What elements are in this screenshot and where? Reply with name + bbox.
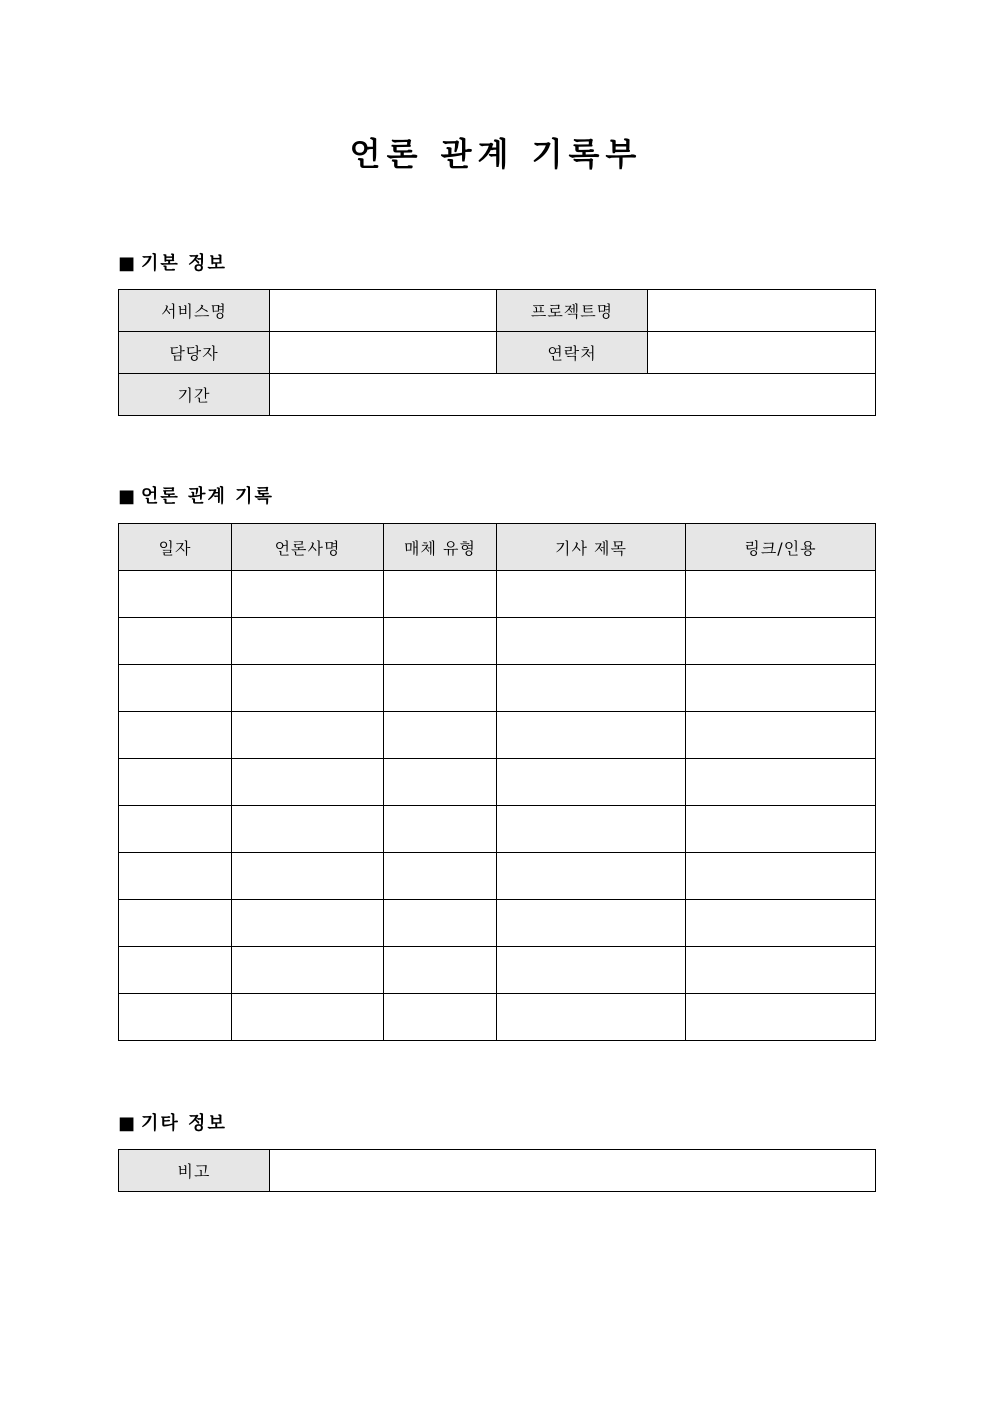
link-citation-cell[interactable] xyxy=(686,994,876,1041)
section-heading-records-label: 언론 관계 기록 xyxy=(141,486,274,507)
service-name-label: 서비스명 xyxy=(119,290,270,332)
media-type-cell[interactable] xyxy=(384,618,497,665)
press-records-table xyxy=(118,523,876,1041)
date-cell[interactable] xyxy=(119,571,232,618)
date-cell[interactable] xyxy=(119,853,232,900)
media-type-cell[interactable] xyxy=(384,806,497,853)
media-type-cell[interactable] xyxy=(384,712,497,759)
column-header-media-outlet: 언론사명 xyxy=(232,524,384,571)
media-outlet-cell[interactable] xyxy=(232,571,384,618)
link-citation-cell[interactable] xyxy=(686,618,876,665)
date-cell[interactable] xyxy=(119,665,232,712)
date-cell[interactable] xyxy=(119,618,232,665)
media-type-cell[interactable] xyxy=(384,994,497,1041)
table-header-row xyxy=(119,524,876,571)
table-row xyxy=(119,665,876,712)
media-outlet-cell[interactable] xyxy=(232,665,384,712)
section-heading-other xyxy=(118,1112,227,1136)
column-header-date: 일자 xyxy=(119,524,232,571)
media-outlet-cell[interactable] xyxy=(232,618,384,665)
date-cell[interactable] xyxy=(119,900,232,947)
service-name-field[interactable] xyxy=(270,290,497,332)
square-bullet-icon: ■ xyxy=(118,1113,136,1134)
article-title-cell[interactable] xyxy=(497,900,686,947)
media-outlet-cell[interactable] xyxy=(232,853,384,900)
document-title: 언론 관계 기록부 xyxy=(349,135,643,173)
square-bullet-icon: ■ xyxy=(118,486,136,507)
article-title-cell[interactable] xyxy=(497,806,686,853)
date-cell[interactable] xyxy=(119,994,232,1041)
remarks-label: 비고 xyxy=(119,1150,270,1192)
press-records-body xyxy=(119,571,876,1041)
other-info-table xyxy=(118,1149,876,1192)
section-heading-other-label: 기타 정보 xyxy=(141,1113,227,1134)
date-cell[interactable] xyxy=(119,947,232,994)
table-row xyxy=(119,947,876,994)
media-type-cell[interactable] xyxy=(384,947,497,994)
basic-info-table xyxy=(118,289,876,416)
table-row xyxy=(119,290,876,332)
contact-field[interactable] xyxy=(648,332,876,374)
article-title-cell[interactable] xyxy=(497,994,686,1041)
square-bullet-icon: ■ xyxy=(118,253,136,274)
media-outlet-cell[interactable] xyxy=(232,712,384,759)
column-header-media-type: 매체 유형 xyxy=(384,524,497,571)
section-heading-basic-label: 기본 정보 xyxy=(141,253,227,274)
table-row xyxy=(119,900,876,947)
section-heading-records xyxy=(118,485,274,509)
column-header-article-title: 기사 제목 xyxy=(497,524,686,571)
project-name-label: 프로젝트명 xyxy=(497,290,648,332)
media-outlet-cell[interactable] xyxy=(232,759,384,806)
link-citation-cell[interactable] xyxy=(686,712,876,759)
media-type-cell[interactable] xyxy=(384,571,497,618)
media-outlet-cell[interactable] xyxy=(232,994,384,1041)
link-citation-cell[interactable] xyxy=(686,900,876,947)
remarks-field[interactable] xyxy=(270,1150,876,1192)
media-outlet-cell[interactable] xyxy=(232,806,384,853)
table-row xyxy=(119,332,876,374)
link-citation-cell[interactable] xyxy=(686,806,876,853)
article-title-cell[interactable] xyxy=(497,618,686,665)
media-type-cell[interactable] xyxy=(384,759,497,806)
link-citation-cell[interactable] xyxy=(686,571,876,618)
period-field[interactable] xyxy=(270,374,876,416)
article-title-cell[interactable] xyxy=(497,759,686,806)
table-row xyxy=(119,994,876,1041)
article-title-cell[interactable] xyxy=(497,665,686,712)
table-row xyxy=(119,806,876,853)
project-name-field[interactable] xyxy=(648,290,876,332)
manager-label: 담당자 xyxy=(119,332,270,374)
table-row xyxy=(119,853,876,900)
article-title-cell[interactable] xyxy=(497,947,686,994)
date-cell[interactable] xyxy=(119,759,232,806)
article-title-cell[interactable] xyxy=(497,853,686,900)
date-cell[interactable] xyxy=(119,806,232,853)
link-citation-cell[interactable] xyxy=(686,759,876,806)
article-title-cell[interactable] xyxy=(497,571,686,618)
manager-field[interactable] xyxy=(270,332,497,374)
column-header-link-citation: 링크/인용 xyxy=(686,524,876,571)
contact-label: 연락처 xyxy=(497,332,648,374)
table-row xyxy=(119,1150,876,1192)
section-heading-basic xyxy=(118,252,227,276)
link-citation-cell[interactable] xyxy=(686,853,876,900)
table-row xyxy=(119,712,876,759)
link-citation-cell[interactable] xyxy=(686,665,876,712)
media-type-cell[interactable] xyxy=(384,900,497,947)
article-title-cell[interactable] xyxy=(497,712,686,759)
media-type-cell[interactable] xyxy=(384,853,497,900)
table-row xyxy=(119,571,876,618)
table-row xyxy=(119,618,876,665)
period-label: 기간 xyxy=(119,374,270,416)
link-citation-cell[interactable] xyxy=(686,947,876,994)
table-row xyxy=(119,374,876,416)
media-outlet-cell[interactable] xyxy=(232,947,384,994)
date-cell[interactable] xyxy=(119,712,232,759)
media-outlet-cell[interactable] xyxy=(232,900,384,947)
media-type-cell[interactable] xyxy=(384,665,497,712)
table-row xyxy=(119,759,876,806)
